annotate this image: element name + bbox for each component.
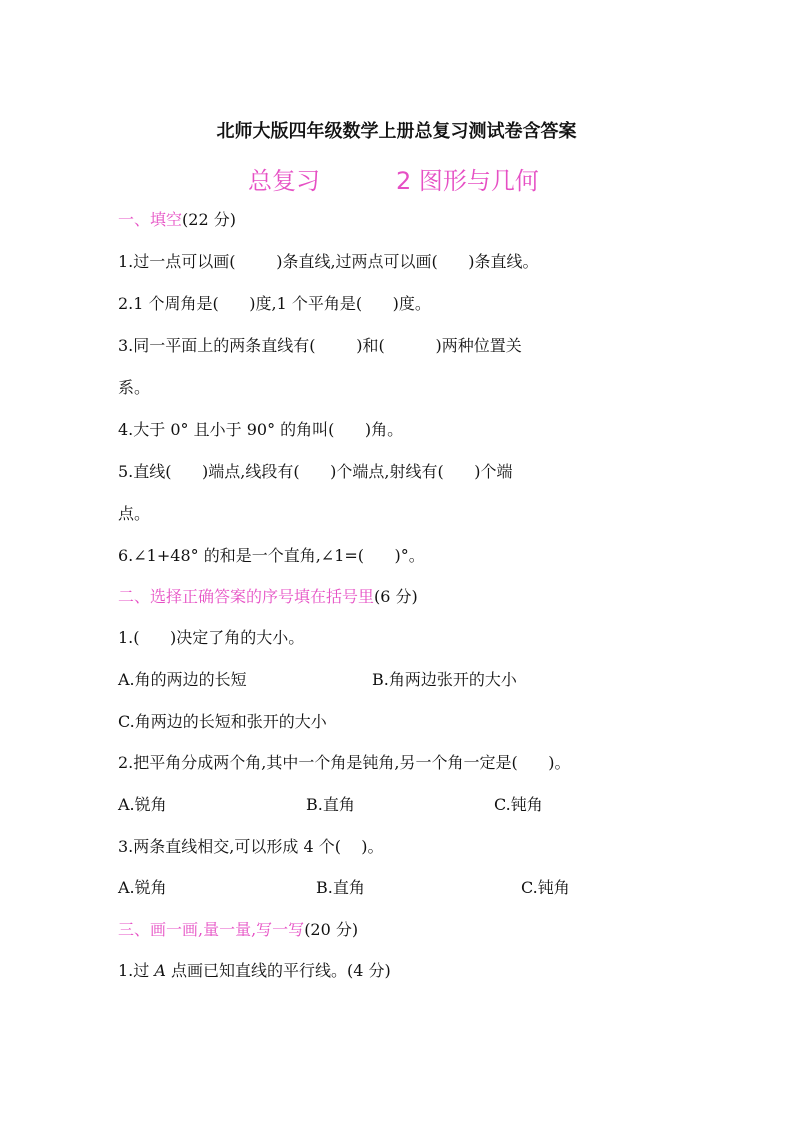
point-a-label: A (154, 961, 166, 980)
question-2-3-option-a: A.锐角 (118, 878, 167, 897)
question-2-3-option-b: B.直角 (316, 878, 365, 897)
section1-score: (22 分) (182, 210, 236, 229)
question-2-2: 2.把平角分成两个角,其中一个角是钝角,另一个角一定是( )。 (118, 753, 571, 772)
section2-heading (118, 586, 418, 608)
question-1-6: 6.∠1+48° 的和是一个直角,∠1=( )°。 (118, 546, 425, 565)
question-2-1: 1.( )决定了角的大小。 (118, 628, 305, 647)
question-1-2: 2.1 个周角是( )度,1 个平角是( )度。 (118, 294, 431, 313)
section3-title: 三、画一画,量一量,写一写 (118, 920, 305, 939)
question-2-2-option-a: A.锐角 (118, 795, 167, 814)
section3-heading (118, 919, 358, 941)
question-2-1-option-c: C.角两边的长短和张开的大小 (118, 712, 327, 731)
question-1-5-cont: 点。 (118, 504, 151, 523)
section1-heading (118, 209, 236, 231)
question-2-3-option-c: C.钝角 (521, 878, 570, 897)
question-1-3-cont: 系。 (118, 378, 151, 397)
section2-score: (6 分) (374, 587, 418, 606)
question-2-1-option-b: B.角两边张开的大小 (372, 670, 517, 689)
question-2-1-option-a: A.角的两边的长短 (118, 670, 247, 689)
question-3-1-prefix: 1.过 (118, 961, 155, 980)
section2-title: 二、选择正确答案的序号填在括号里 (118, 587, 375, 606)
section1-title: 一、填空 (118, 210, 183, 229)
question-2-2-option-b: B.直角 (306, 795, 355, 814)
question-1-3: 3.同一平面上的两条直线有( )和( )两种位置关 (118, 336, 522, 355)
subtitle-topic: 2 图形与几何 (396, 167, 539, 195)
subtitle-review: 总复习 (248, 167, 320, 195)
document-title: 北师大版四年级数学上册总复习测试卷含答案 (216, 121, 577, 142)
question-2-2-option-c: C.钝角 (494, 795, 543, 814)
question-1-4: 4.大于 0° 且小于 90° 的角叫( )角。 (118, 420, 404, 439)
question-1-5: 5.直线( )端点,线段有( )个端点,射线有( )个端 (118, 462, 513, 481)
question-1-1: 1.过一点可以画( )条直线,过两点可以画( )条直线。 (118, 252, 539, 271)
question-3-1 (118, 960, 391, 982)
question-2-3: 3.两条直线相交,可以形成 4 个( )。 (118, 837, 384, 856)
section3-score: (20 分) (304, 920, 359, 939)
question-3-1-suffix: 点画已知直线的平行线。(4 分) (165, 961, 391, 980)
